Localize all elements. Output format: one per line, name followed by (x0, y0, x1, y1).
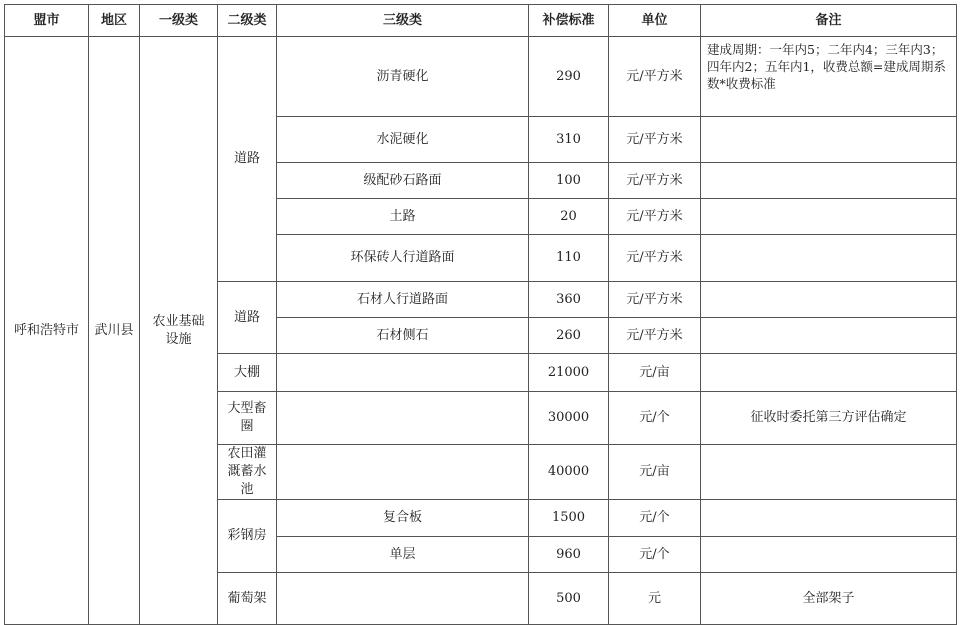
unit-cell: 元/个 (609, 537, 701, 573)
header-unit: 单位 (609, 5, 701, 37)
district-cell: 武川县 (89, 37, 140, 625)
level3-cell: 环保砖人行道路面 (277, 235, 529, 282)
level2-cell: 大型畜圈 (218, 392, 277, 445)
note-cell (701, 163, 957, 199)
table-row (5, 37, 957, 117)
header-district: 地区 (89, 5, 140, 37)
standard-cell: 21000 (529, 354, 609, 392)
level2-cell: 葡萄架 (218, 573, 277, 625)
unit-cell: 元/平方米 (609, 199, 701, 235)
level3-cell: 沥青硬化 (277, 37, 529, 117)
level3-cell: 级配砂石路面 (277, 163, 529, 199)
header-level2: 二级类 (218, 5, 277, 37)
header-standard: 补偿标准 (529, 5, 609, 37)
standard-cell: 310 (529, 117, 609, 163)
level3-cell: 土路 (277, 199, 529, 235)
note-cell (701, 117, 957, 163)
header-row (5, 5, 957, 37)
level2-cell: 彩钢房 (218, 500, 277, 573)
level2-cell: 道路 (218, 37, 277, 282)
standard-cell: 100 (529, 163, 609, 199)
header-note: 备注 (701, 5, 957, 37)
standard-cell: 20 (529, 199, 609, 235)
unit-cell: 元/平方米 (609, 117, 701, 163)
note-cell (701, 354, 957, 392)
standard-cell: 960 (529, 537, 609, 573)
league-city-cell: 呼和浩特市 (5, 37, 89, 625)
compensation-table (4, 4, 957, 625)
standard-cell: 110 (529, 235, 609, 282)
level3-cell: 石材人行道路面 (277, 282, 529, 318)
standard-cell: 40000 (529, 445, 609, 500)
standard-cell: 30000 (529, 392, 609, 445)
standard-cell: 1500 (529, 500, 609, 537)
note-cell (701, 500, 957, 537)
note-cell (701, 445, 957, 500)
unit-cell: 元/个 (609, 392, 701, 445)
unit-cell: 元/亩 (609, 354, 701, 392)
unit-cell: 元 (609, 573, 701, 625)
unit-cell: 元/平方米 (609, 163, 701, 199)
unit-cell: 元/平方米 (609, 282, 701, 318)
level3-cell (277, 392, 529, 445)
note-cell (701, 537, 957, 573)
unit-cell: 元/个 (609, 500, 701, 537)
note-cell: 建成周期：一年内5；二年内4；三年内3；四年内2；五年内1，收费总额=建成周期系数*收费标准 (701, 37, 957, 117)
level3-cell (277, 573, 529, 625)
header-level1: 一级类 (140, 5, 218, 37)
level3-cell: 石材侧石 (277, 318, 529, 354)
level3-cell: 复合板 (277, 500, 529, 537)
note-cell (701, 199, 957, 235)
note-cell (701, 318, 957, 354)
note-cell: 全部架子 (701, 573, 957, 625)
standard-cell: 360 (529, 282, 609, 318)
level3-cell: 单层 (277, 537, 529, 573)
note-cell (701, 282, 957, 318)
standard-cell: 500 (529, 573, 609, 625)
level3-cell (277, 354, 529, 392)
level2-cell: 农田灌溉蓄水池 (218, 445, 277, 500)
level3-cell: 水泥硬化 (277, 117, 529, 163)
unit-cell: 元/平方米 (609, 318, 701, 354)
unit-cell: 元/平方米 (609, 235, 701, 282)
unit-cell: 元/平方米 (609, 37, 701, 117)
level1-cell: 农业基础设施 (140, 37, 218, 625)
header-level3: 三级类 (277, 5, 529, 37)
standard-cell: 290 (529, 37, 609, 117)
level2-cell: 道路 (218, 282, 277, 354)
header-league-city: 盟市 (5, 5, 89, 37)
standard-cell: 260 (529, 318, 609, 354)
note-cell (701, 235, 957, 282)
unit-cell: 元/亩 (609, 445, 701, 500)
level3-cell (277, 445, 529, 500)
note-cell: 征收时委托第三方评估确定 (701, 392, 957, 445)
level2-cell: 大棚 (218, 354, 277, 392)
